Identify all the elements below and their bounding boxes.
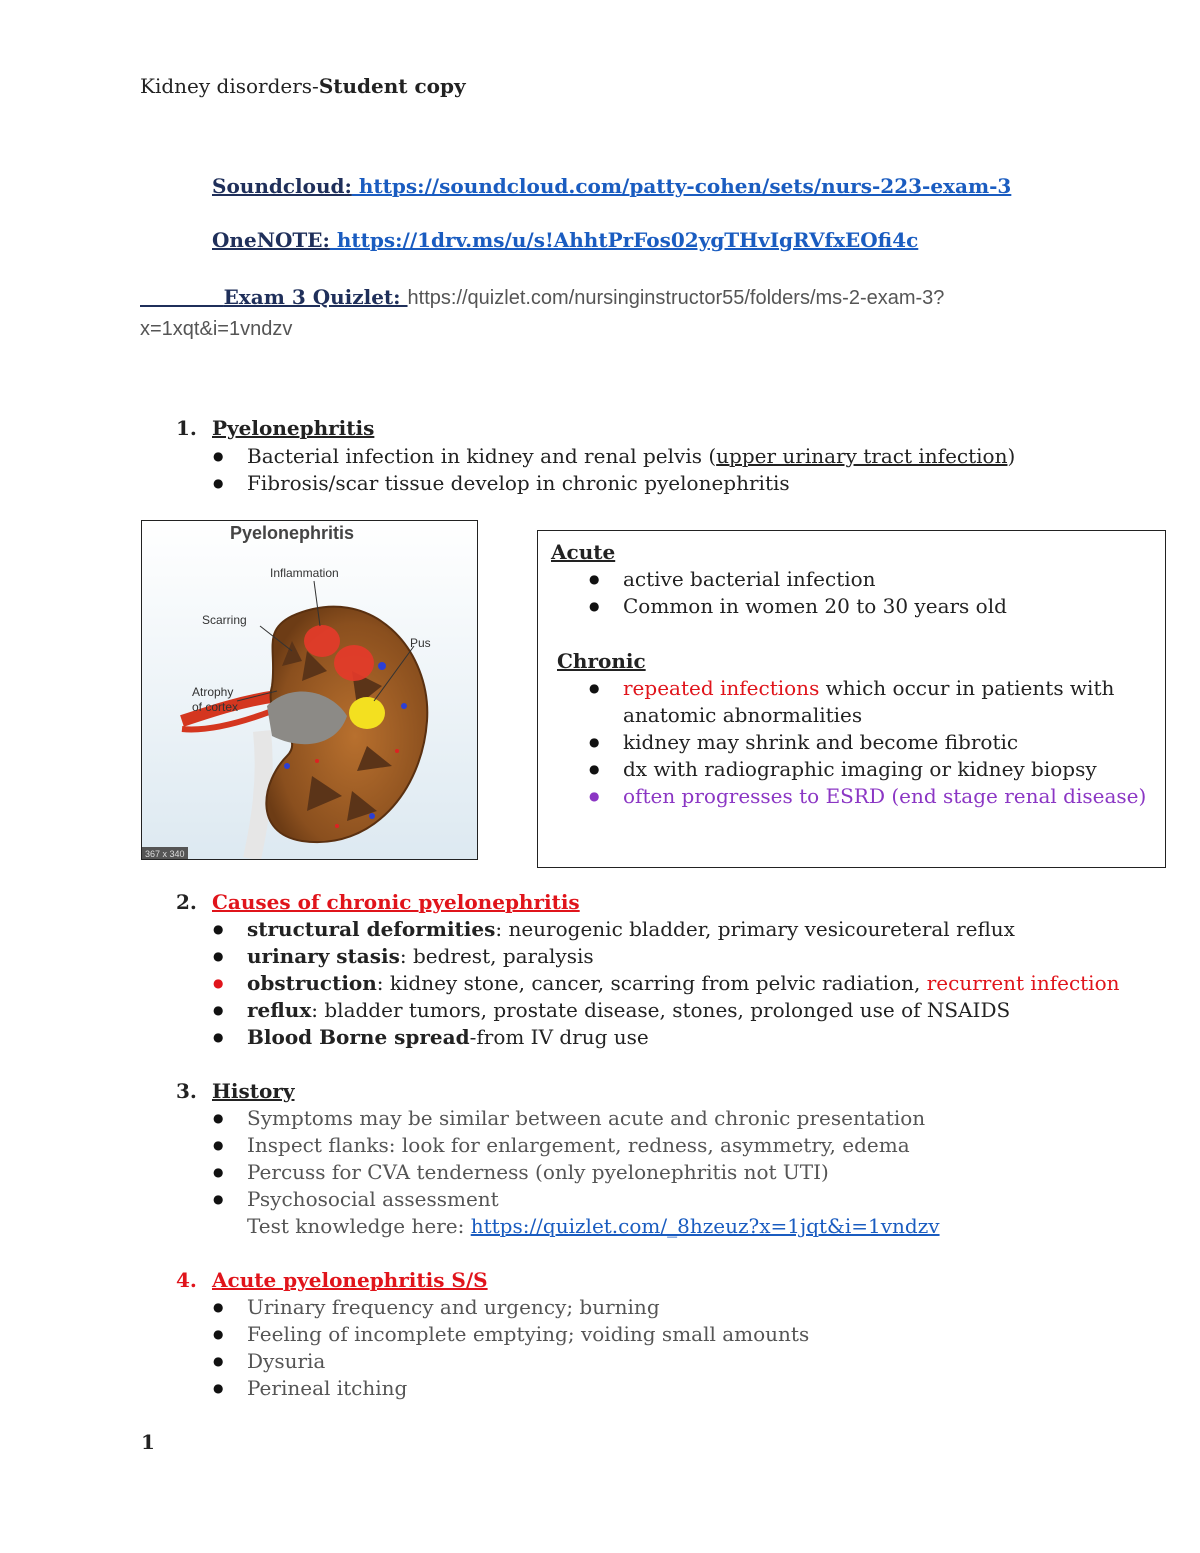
section-4-list xyxy=(212,1294,1162,1402)
list-item: ● often progresses to ESRD (end stage renal disease) xyxy=(588,783,1158,810)
figure-title: Pyelonephritis xyxy=(229,523,355,543)
test-knowledge-line: Test knowledge here: https://quizlet.com/_8hzeuz?x=1jqt&i=1vndzv xyxy=(247,1214,940,1238)
onenote-link[interactable]: https://1drv.ms/u/s!AhhtPrFos02ygTHvIgRVfxEOfi4c xyxy=(329,228,919,252)
list-item: ● structural deformities: neurogenic bladder, primary vesicoureteral reflux xyxy=(212,916,1162,943)
label-scarring: Scarring xyxy=(202,613,247,627)
test-knowledge-link[interactable]: https://quizlet.com/_8hzeuz?x=1jqt&i=1vndzv xyxy=(470,1214,940,1238)
quizlet-link[interactable]: https://quizlet.com/nursinginstructor55/folders/ms-2-exam-3? xyxy=(407,287,945,309)
onenote-line: OneNOTE: https://1drv.ms/u/s!AhhtPrFos02ygTHvIgRVfxEOfi4c xyxy=(212,228,919,252)
page-number: 1 xyxy=(141,1430,155,1454)
acute-heading: Acute xyxy=(551,540,616,564)
section-1-heading: 1. Pyelonephritis xyxy=(176,416,375,440)
image-size-watermark: 367 x 340 xyxy=(145,849,185,859)
section-3-heading: 3. History xyxy=(176,1079,295,1103)
document-title: Kidney disorders-Student copy xyxy=(140,74,466,98)
list-item: ● Urinary frequency and urgency; burning xyxy=(212,1294,1162,1321)
label-atrophy: Atrophy xyxy=(192,685,234,699)
kidney-illustration xyxy=(142,521,477,859)
section-2-list xyxy=(212,916,1162,1051)
list-item: ● Blood Borne spread-from IV drug use xyxy=(212,1024,1162,1051)
section-4-heading: 4. Acute pyelonephritis S/S xyxy=(176,1268,488,1292)
acute-list xyxy=(588,566,1158,620)
acute-chronic-box xyxy=(537,530,1166,868)
label-pus: Pus xyxy=(410,636,431,650)
list-item: ● Feeling of incomplete emptying; voiding small amounts xyxy=(212,1321,1162,1348)
label-inflammation: Inflammation xyxy=(270,566,339,580)
list-item: ● Psychosocial assessment xyxy=(212,1186,1162,1213)
quizlet-line: Exam 3 Quizlet: https://quizlet.com/nursinginstructor55/folders/ms-2-exam-3? x=1xqt&i=1vndzv xyxy=(140,285,945,340)
list-item: ● Percuss for CVA tenderness (only pyelonephritis not UTI) xyxy=(212,1159,1162,1186)
list-item: ● Inspect flanks: look for enlargement, redness, asymmetry, edema xyxy=(212,1132,1162,1159)
list-item: ● Fibrosis/scar tissue develop in chronic pyelonephritis xyxy=(212,470,1112,497)
label-of-cortex: of cortex xyxy=(192,700,239,714)
list-item: ● urinary stasis: bedrest, paralysis xyxy=(212,943,1162,970)
list-item: ● Common in women 20 to 30 years old xyxy=(588,593,1158,620)
chronic-list xyxy=(588,675,1158,810)
pyelonephritis-illustration xyxy=(141,520,478,860)
list-item: ● Bacterial infection in kidney and renal pelvis (upper urinary tract infection) xyxy=(212,443,1112,470)
chronic-heading: Chronic xyxy=(557,649,646,673)
list-item: ● dx with radiographic imaging or kidney biopsy xyxy=(588,756,1158,783)
list-item: ● obstruction: kidney stone, cancer, scarring from pelvic radiation, recurrent infection xyxy=(212,970,1162,997)
list-item: ● repeated infections which occur in patients with anatomic abnormalities xyxy=(588,675,1158,729)
quizlet-link-cont[interactable]: x=1xqt&i=1vndzv xyxy=(140,318,293,340)
soundcloud-line: Soundcloud: https://soundcloud.com/patty-cohen/sets/nurs-223-exam-3 xyxy=(212,174,1012,198)
section-2-heading: 2. Causes of chronic pyelonephritis xyxy=(176,890,580,914)
list-item: ● Symptoms may be similar between acute and chronic presentation xyxy=(212,1105,1162,1132)
list-item: ● Perineal itching xyxy=(212,1375,1162,1402)
list-item: ● reflux: bladder tumors, prostate disease, stones, prolonged use of NSAIDS xyxy=(212,997,1162,1024)
list-item: ● kidney may shrink and become fibrotic xyxy=(588,729,1158,756)
soundcloud-link[interactable]: https://soundcloud.com/patty-cohen/sets/nurs-223-exam-3 xyxy=(351,174,1012,198)
list-item: ● Dysuria xyxy=(212,1348,1162,1375)
section-3-list xyxy=(212,1105,1162,1240)
section-1-list xyxy=(212,443,1112,497)
list-item: ● active bacterial infection xyxy=(588,566,1158,593)
